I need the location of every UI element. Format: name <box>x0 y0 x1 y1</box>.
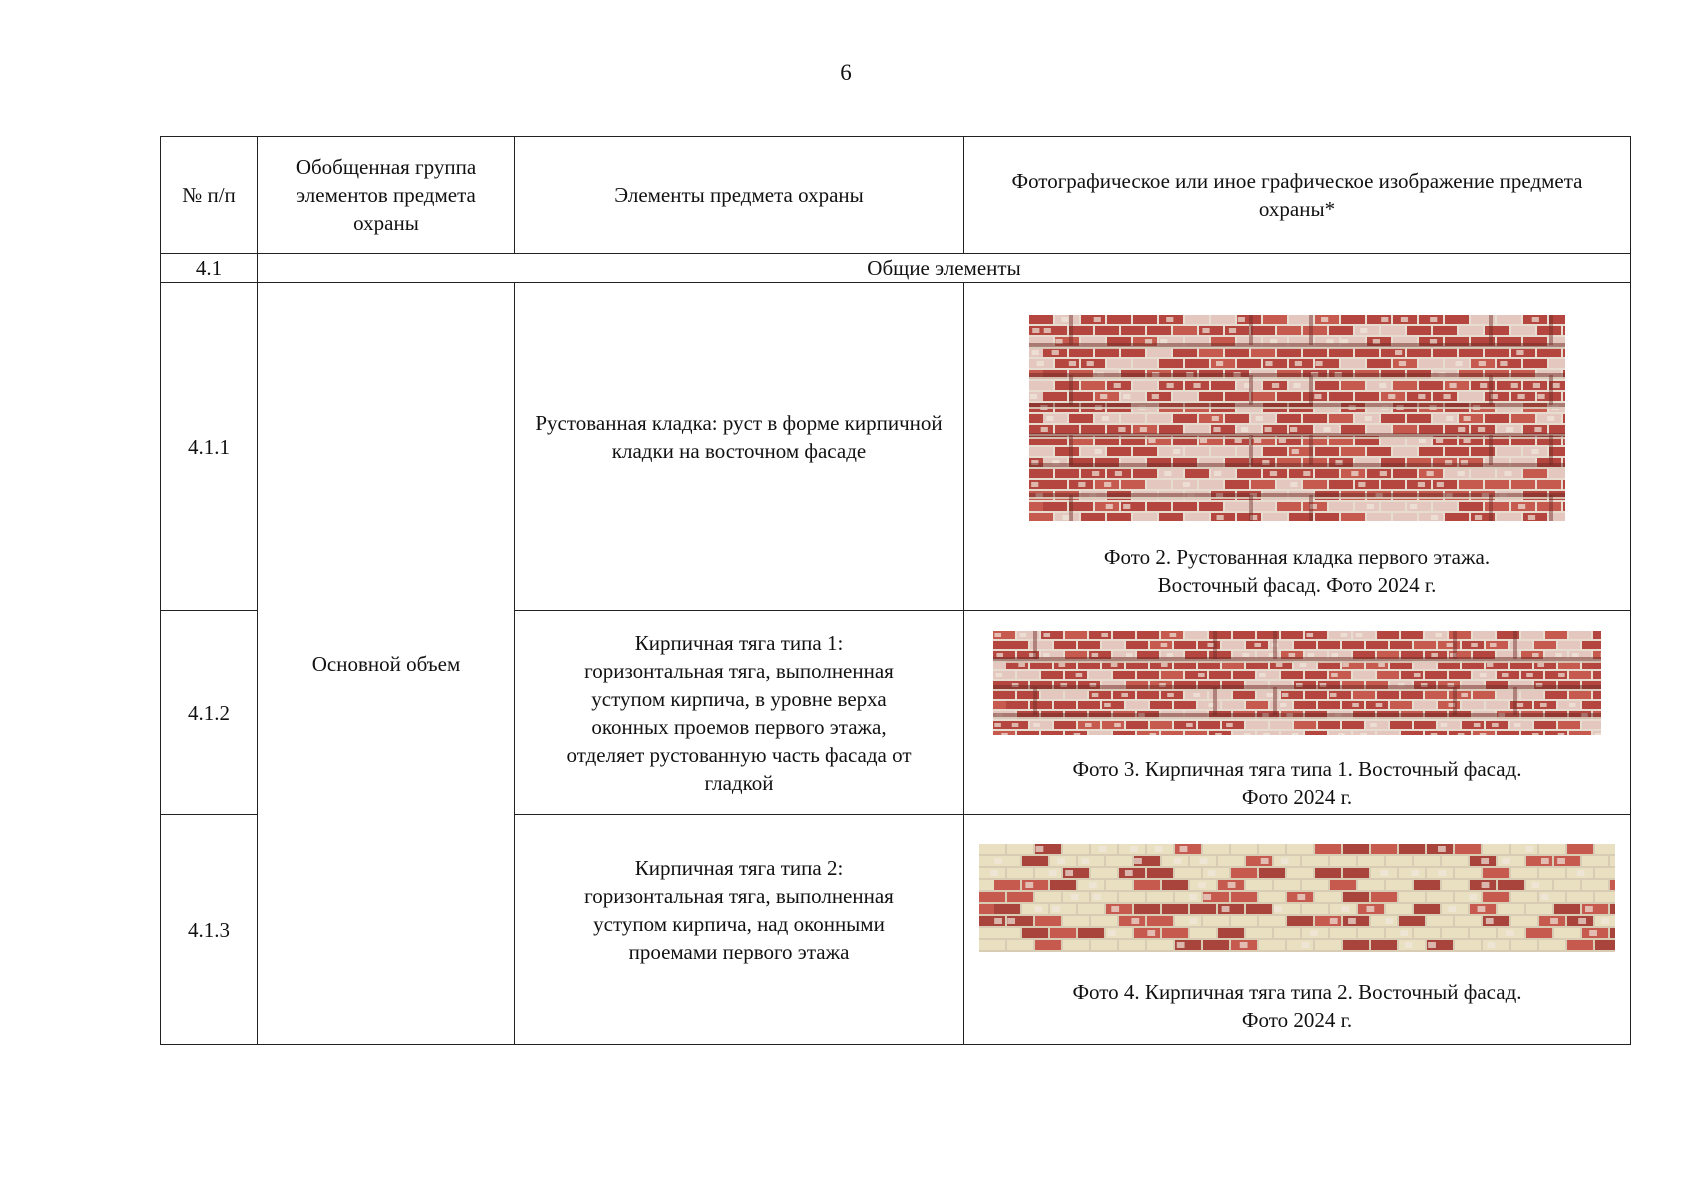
photo-caption-line1: Фото 4. Кирпичная тяга типа 2. Восточный фасад. <box>1072 979 1522 1004</box>
header-photo: Фотографическое или иное графическое изображение предмета охраны* <box>964 137 1631 254</box>
section-row <box>161 254 1631 283</box>
photo-caption-line2: Фото 2024 г. <box>1241 1007 1353 1032</box>
brick-cornice-type2-photo <box>979 844 1615 952</box>
photo-caption-line1: Фото 3. Кирпичная тяга типа 1. Восточный фасад. <box>1072 756 1522 781</box>
row-num: 4.1.3 <box>161 815 258 1045</box>
photo-caption-line2: Фото 2024 г. <box>1241 784 1353 809</box>
photo-cell <box>964 283 1631 611</box>
header-group: Обобщенная группа элементов предмета охраны <box>258 137 515 254</box>
row-element: Рустованная кладка: руст в форме кирпичной кладки на восточном фасаде <box>515 283 964 611</box>
table-row <box>161 283 1631 611</box>
rusticated-brick-photo <box>1029 315 1565 521</box>
protection-table <box>160 136 1631 1045</box>
row-element: Кирпичная тяга типа 2: горизонтальная тяга, выполненная уступом кирпича, над оконными проемами первого этажа <box>515 815 964 1045</box>
row-num: 4.1.2 <box>161 611 258 815</box>
photo-cell <box>964 815 1631 1045</box>
photo-caption-line1: Фото 2. Рустованная кладка первого этажа. <box>1103 544 1491 569</box>
section-title: Общие элементы <box>258 254 1631 283</box>
page-number: 6 <box>840 60 852 85</box>
row-element: Кирпичная тяга типа 1: горизонтальная тяга, выполненная уступом кирпича, в уровне верха оконных проемов первого этажа, отделяет рустованную часть фасада от гладкой <box>515 611 964 815</box>
header-elements: Элементы предмета охраны <box>515 137 964 254</box>
header-num: № п/п <box>161 137 258 254</box>
photo-caption-line2: Восточный фасад. Фото 2024 г. <box>1157 572 1437 597</box>
photo-cell <box>964 611 1631 815</box>
brick-cornice-type1-photo <box>993 631 1601 735</box>
group-cell: Основной объем <box>258 283 515 1045</box>
row-num: 4.1.1 <box>161 283 258 611</box>
section-num: 4.1 <box>161 254 258 283</box>
table-header-row <box>161 137 1631 254</box>
